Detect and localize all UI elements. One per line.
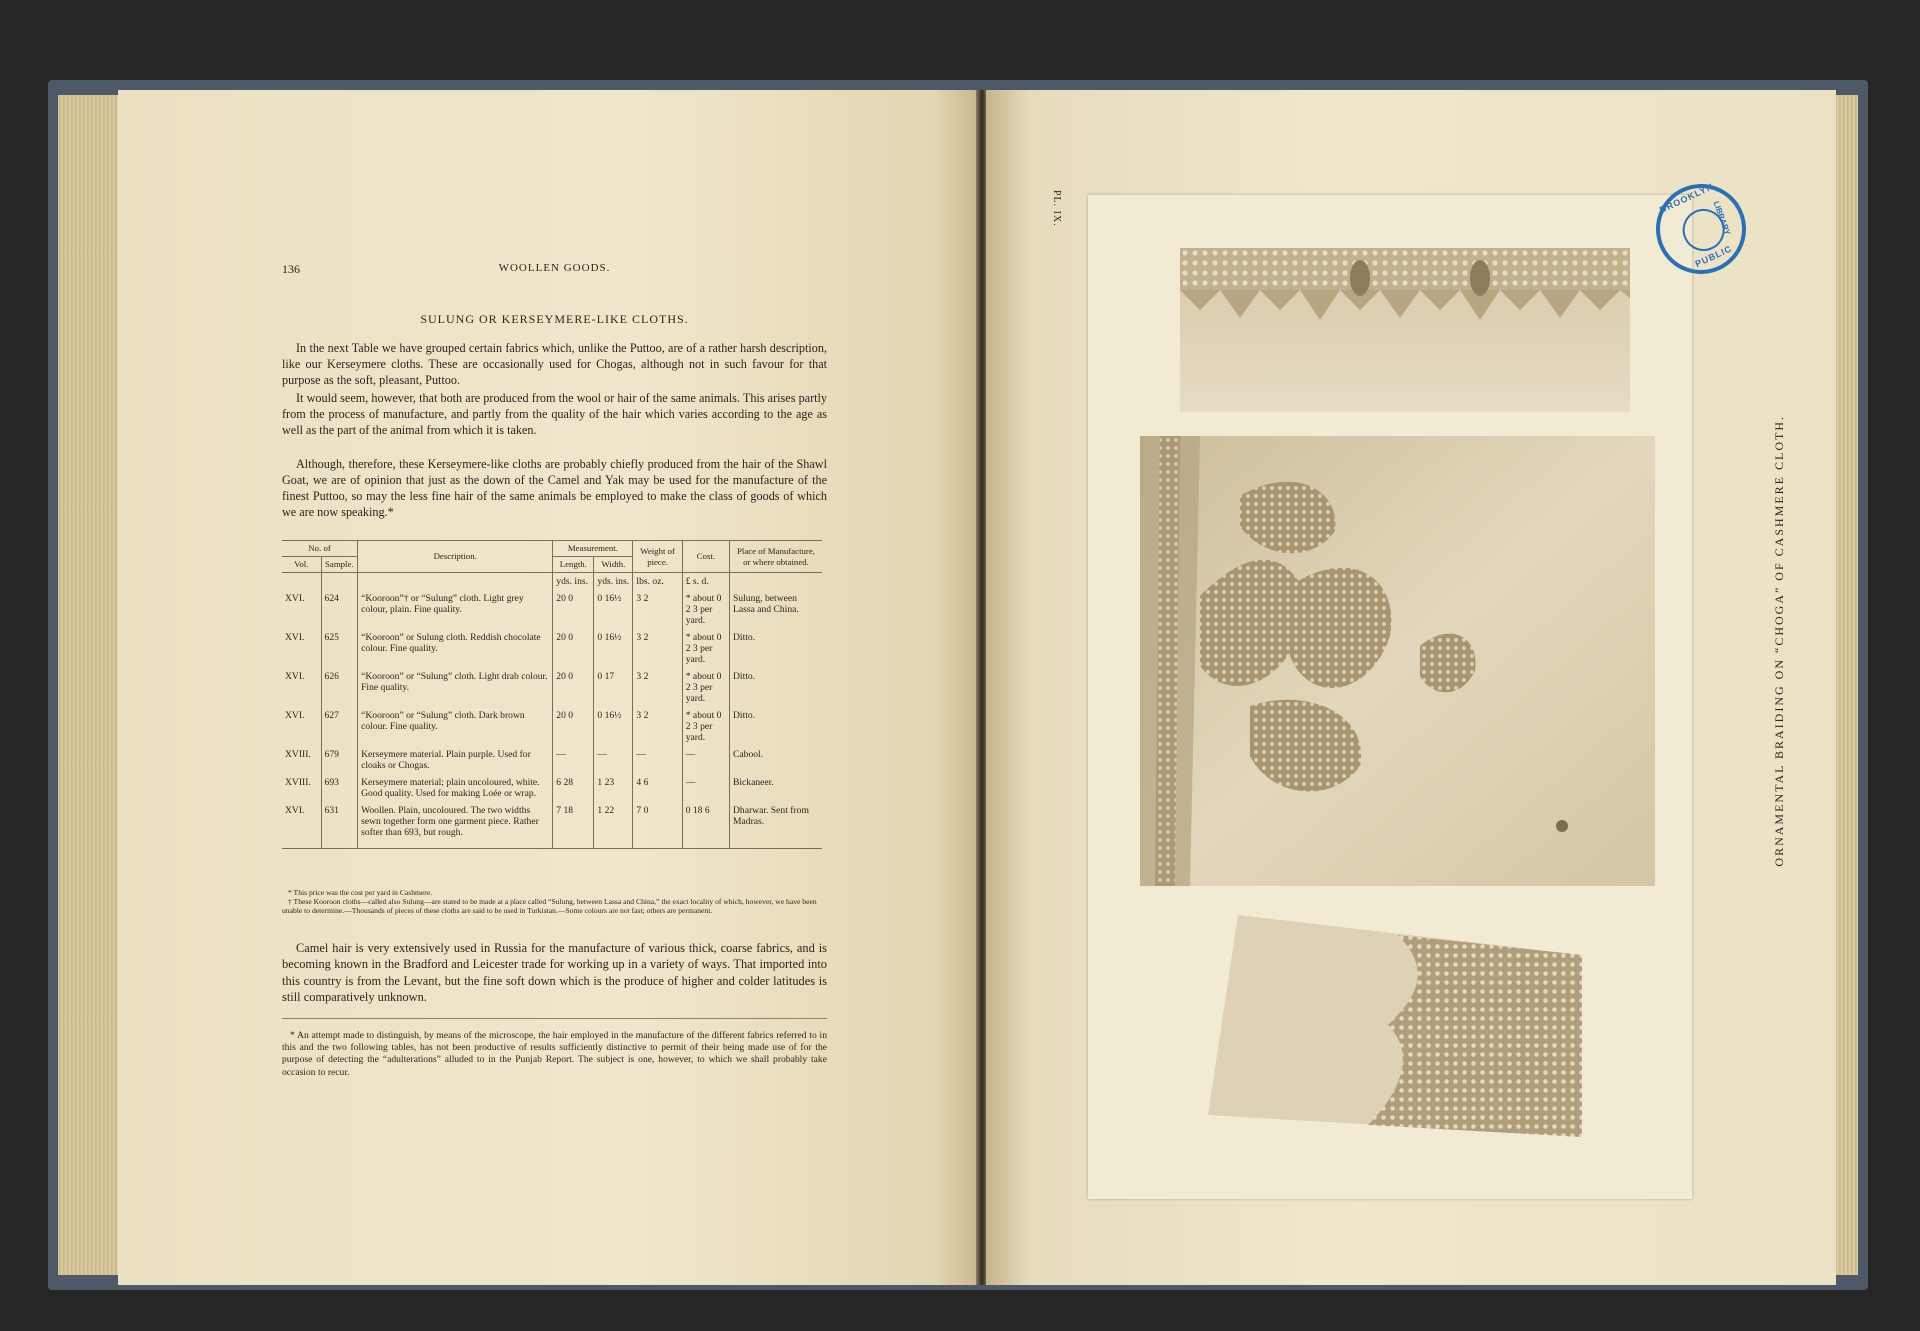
plate-label: PL. IX. xyxy=(1051,190,1062,227)
cell-description: Kerseymere material. Plain purple. Used for cloaks or Chogas. xyxy=(358,746,553,774)
photo-collar-braiding xyxy=(1180,248,1630,412)
cell-place: Bickaneer. xyxy=(732,777,774,788)
cell-vol: XVI. xyxy=(282,590,321,629)
cell-width: — xyxy=(594,746,633,774)
header-width: Width. xyxy=(594,557,633,573)
cell-length: — xyxy=(553,746,594,774)
cell-width: 0 16½ xyxy=(594,590,633,629)
unit-width: yds. ins. xyxy=(594,573,633,591)
cell-place: Ditto. xyxy=(732,632,756,643)
cell-length: 6 28 xyxy=(553,774,594,802)
cell-description: Kerseymere material; plain uncoloured, white. Good quality. Used for making Loée or wrap. xyxy=(358,774,553,802)
table-row xyxy=(282,774,822,802)
header-vol: Vol. xyxy=(282,557,321,573)
paragraph-camel-hair: Camel hair is very extensively used in Russia for the manufacture of various thick, coarse fabrics, and is becoming known in the Bradford and Leicester trade for working up in a variety of ways. That imported into this country is from the Levant, but the fine soft down which is the produce of higher and colder latitudes is still comparatively unknown. xyxy=(282,941,827,1005)
paragraph-intro: In the next Table we have grouped certain fabrics which, unlike the Puttoo, are of a rather harsh description, like our Kerseymere cloths. These are occasionally used for Chogas, although not in such favour for that purpose as the soft, pleasant, Puttoo. xyxy=(282,341,827,387)
cell-sample: 627 xyxy=(321,707,358,746)
paragraph-source: It would seem, however, that both are produced from the wool or hair of the same animals. This arises partly from the process of manufacture, and partly from the quality of the hair which varies according to the age as well as the part of the animal from which it is taken. xyxy=(282,391,827,437)
cell-sample: 631 xyxy=(321,802,358,849)
unit-weight: lbs. oz. xyxy=(633,573,682,591)
cell-vol: XVI. xyxy=(282,802,321,849)
table-row xyxy=(282,629,822,668)
cell-length: 20 0 xyxy=(553,629,594,668)
footnote: * An attempt made to distinguish, by means of the microscope, the hair employed in the manufacture of the different fabrics referred to in this and the two following tables, has not been productive of results sufficiently distinctive to permit of their being made use of for the purpose of detecting the “adulterations” alluded to in the Punjab Report. The subject is one, however, to which we shall probably take occasion to recur. xyxy=(282,1030,827,1078)
cell-weight: 3 2 xyxy=(633,707,682,746)
cell-sample: 679 xyxy=(321,746,358,774)
table-note: † These Kooroon cloths—called also Sulung—are stated to be made at a place called “Sulung, between Lassa and China,” the exact locality of which, however, we have been unable to determine.—Thousands of pieces of these cloths are said to be used in Turkistan.—Some colours are not fast; others are permanent. xyxy=(282,897,817,915)
cell-description: “Kooroon” or Sulung cloth. Reddish chocolate colour. Fine quality. xyxy=(358,629,553,668)
unit-cost: £ s. d. xyxy=(682,573,729,591)
cell-cost: 0 18 6 xyxy=(682,802,729,849)
header-sample: Sample. xyxy=(321,557,358,573)
cell-place: Sulung, between Lassa and China. xyxy=(732,593,799,615)
cell-width: 1 23 xyxy=(594,774,633,802)
cell-width: 0 17 xyxy=(594,668,633,707)
cell-place: Dharwar. Sent from Madras. xyxy=(729,802,822,849)
cell-description: “Kooroon” or “Sulung” cloth. Dark brown colour. Fine quality. xyxy=(358,707,553,746)
cell-cost: * about 0 2 3 per yard. xyxy=(682,668,729,707)
header-description: Description. xyxy=(358,541,553,573)
cell-length: 20 0 xyxy=(553,590,594,629)
header-no-of: No. of xyxy=(282,541,358,557)
cell-cost: — xyxy=(682,746,729,774)
cell-weight: 3 2 xyxy=(633,629,682,668)
cell-vol: XVI. xyxy=(282,668,321,707)
table-row xyxy=(282,707,822,746)
cell-width: 0 16½ xyxy=(594,629,633,668)
plate-caption: ORNAMENTAL BRAIDING ON “CHOGA” OF CASHMERE CLOTH. xyxy=(1772,415,1786,867)
stamp-text-top: BROOKLYN xyxy=(1657,181,1716,216)
table-row xyxy=(282,668,822,707)
cell-weight: 7 0 xyxy=(633,802,682,849)
cell-sample: 693 xyxy=(321,774,358,802)
cell-place: Ditto. xyxy=(732,710,756,721)
cell-vol: XVIII. xyxy=(282,774,321,802)
cell-cost: * about 0 2 3 per yard. xyxy=(682,590,729,629)
cell-place: Ditto. xyxy=(732,671,756,682)
cell-sample: 624 xyxy=(321,590,358,629)
cell-description: Woollen. Plain, uncoloured. The two widths sewn together form one garment piece. Rather softer than 693, but rough. xyxy=(358,802,553,849)
cell-length: 20 0 xyxy=(553,668,594,707)
header-length: Length. xyxy=(553,557,594,573)
cloth-table xyxy=(282,540,822,849)
header-place: Place of Manufacture, or where obtained. xyxy=(729,541,822,573)
photo-choga-front xyxy=(1140,436,1655,886)
page-header xyxy=(282,262,827,277)
stamp-text-right: LIBRARY xyxy=(1711,200,1733,237)
cell-cost: — xyxy=(682,774,729,802)
paragraph-goat: Although, therefore, these Kerseymere-like cloths are probably chiefly produced from the hair of the Shawl Goat, we are of opinion that just as the down of the Camel and Yak may be used for the manufacture of the finest Puttoo, so may the less fine hair of the same animals be employed to make the class of goods of which we are now speaking.* xyxy=(282,457,827,519)
cell-width: 1 22 xyxy=(594,802,633,849)
unit-length: yds. ins. xyxy=(553,573,594,591)
table-row xyxy=(282,746,822,774)
page-number: 136 xyxy=(282,262,300,276)
cell-weight: 3 2 xyxy=(633,668,682,707)
cell-cost: * about 0 2 3 per yard. xyxy=(682,629,729,668)
section-title: SULUNG OR KERSEYMERE-LIKE CLOTHS. xyxy=(420,312,689,326)
stamp-text-bottom: PUBLIC xyxy=(1693,243,1734,270)
cell-vol: XVI. xyxy=(282,629,321,668)
table-row xyxy=(282,590,822,629)
table-notes xyxy=(282,888,827,915)
table-row xyxy=(282,802,822,849)
cell-place: Cabool. xyxy=(732,749,764,760)
cell-sample: 625 xyxy=(321,629,358,668)
cell-vol: XVIII. xyxy=(282,746,321,774)
running-head: WOOLLEN GOODS. xyxy=(498,262,611,274)
cell-weight: 4 6 xyxy=(633,774,682,802)
cell-description: “Kooroon”† or “Sulung” cloth. Light grey colour, plain. Fine quality. xyxy=(358,590,553,629)
header-measurement: Measurement. xyxy=(553,541,633,557)
cell-description: “Kooroon” or “Sulung” cloth. Light drab colour. Fine quality. xyxy=(358,668,553,707)
cell-weight: 3 2 xyxy=(633,590,682,629)
units-row xyxy=(282,573,822,591)
table-note: * This price was the cost per yard in Cashmere. xyxy=(288,888,433,897)
header-weight: Weight of piece. xyxy=(633,541,682,573)
cell-sample: 626 xyxy=(321,668,358,707)
cell-vol: XVI. xyxy=(282,707,321,746)
photo-sleeve-cuff xyxy=(1208,915,1582,1137)
footnote-divider xyxy=(282,1018,827,1019)
cell-width: 0 16½ xyxy=(594,707,633,746)
header-cost: Cost. xyxy=(682,541,729,573)
cell-weight: — xyxy=(633,746,682,774)
cell-cost: * about 0 2 3 per yard. xyxy=(682,707,729,746)
cell-length: 7 18 xyxy=(553,802,594,849)
cell-length: 20 0 xyxy=(553,707,594,746)
